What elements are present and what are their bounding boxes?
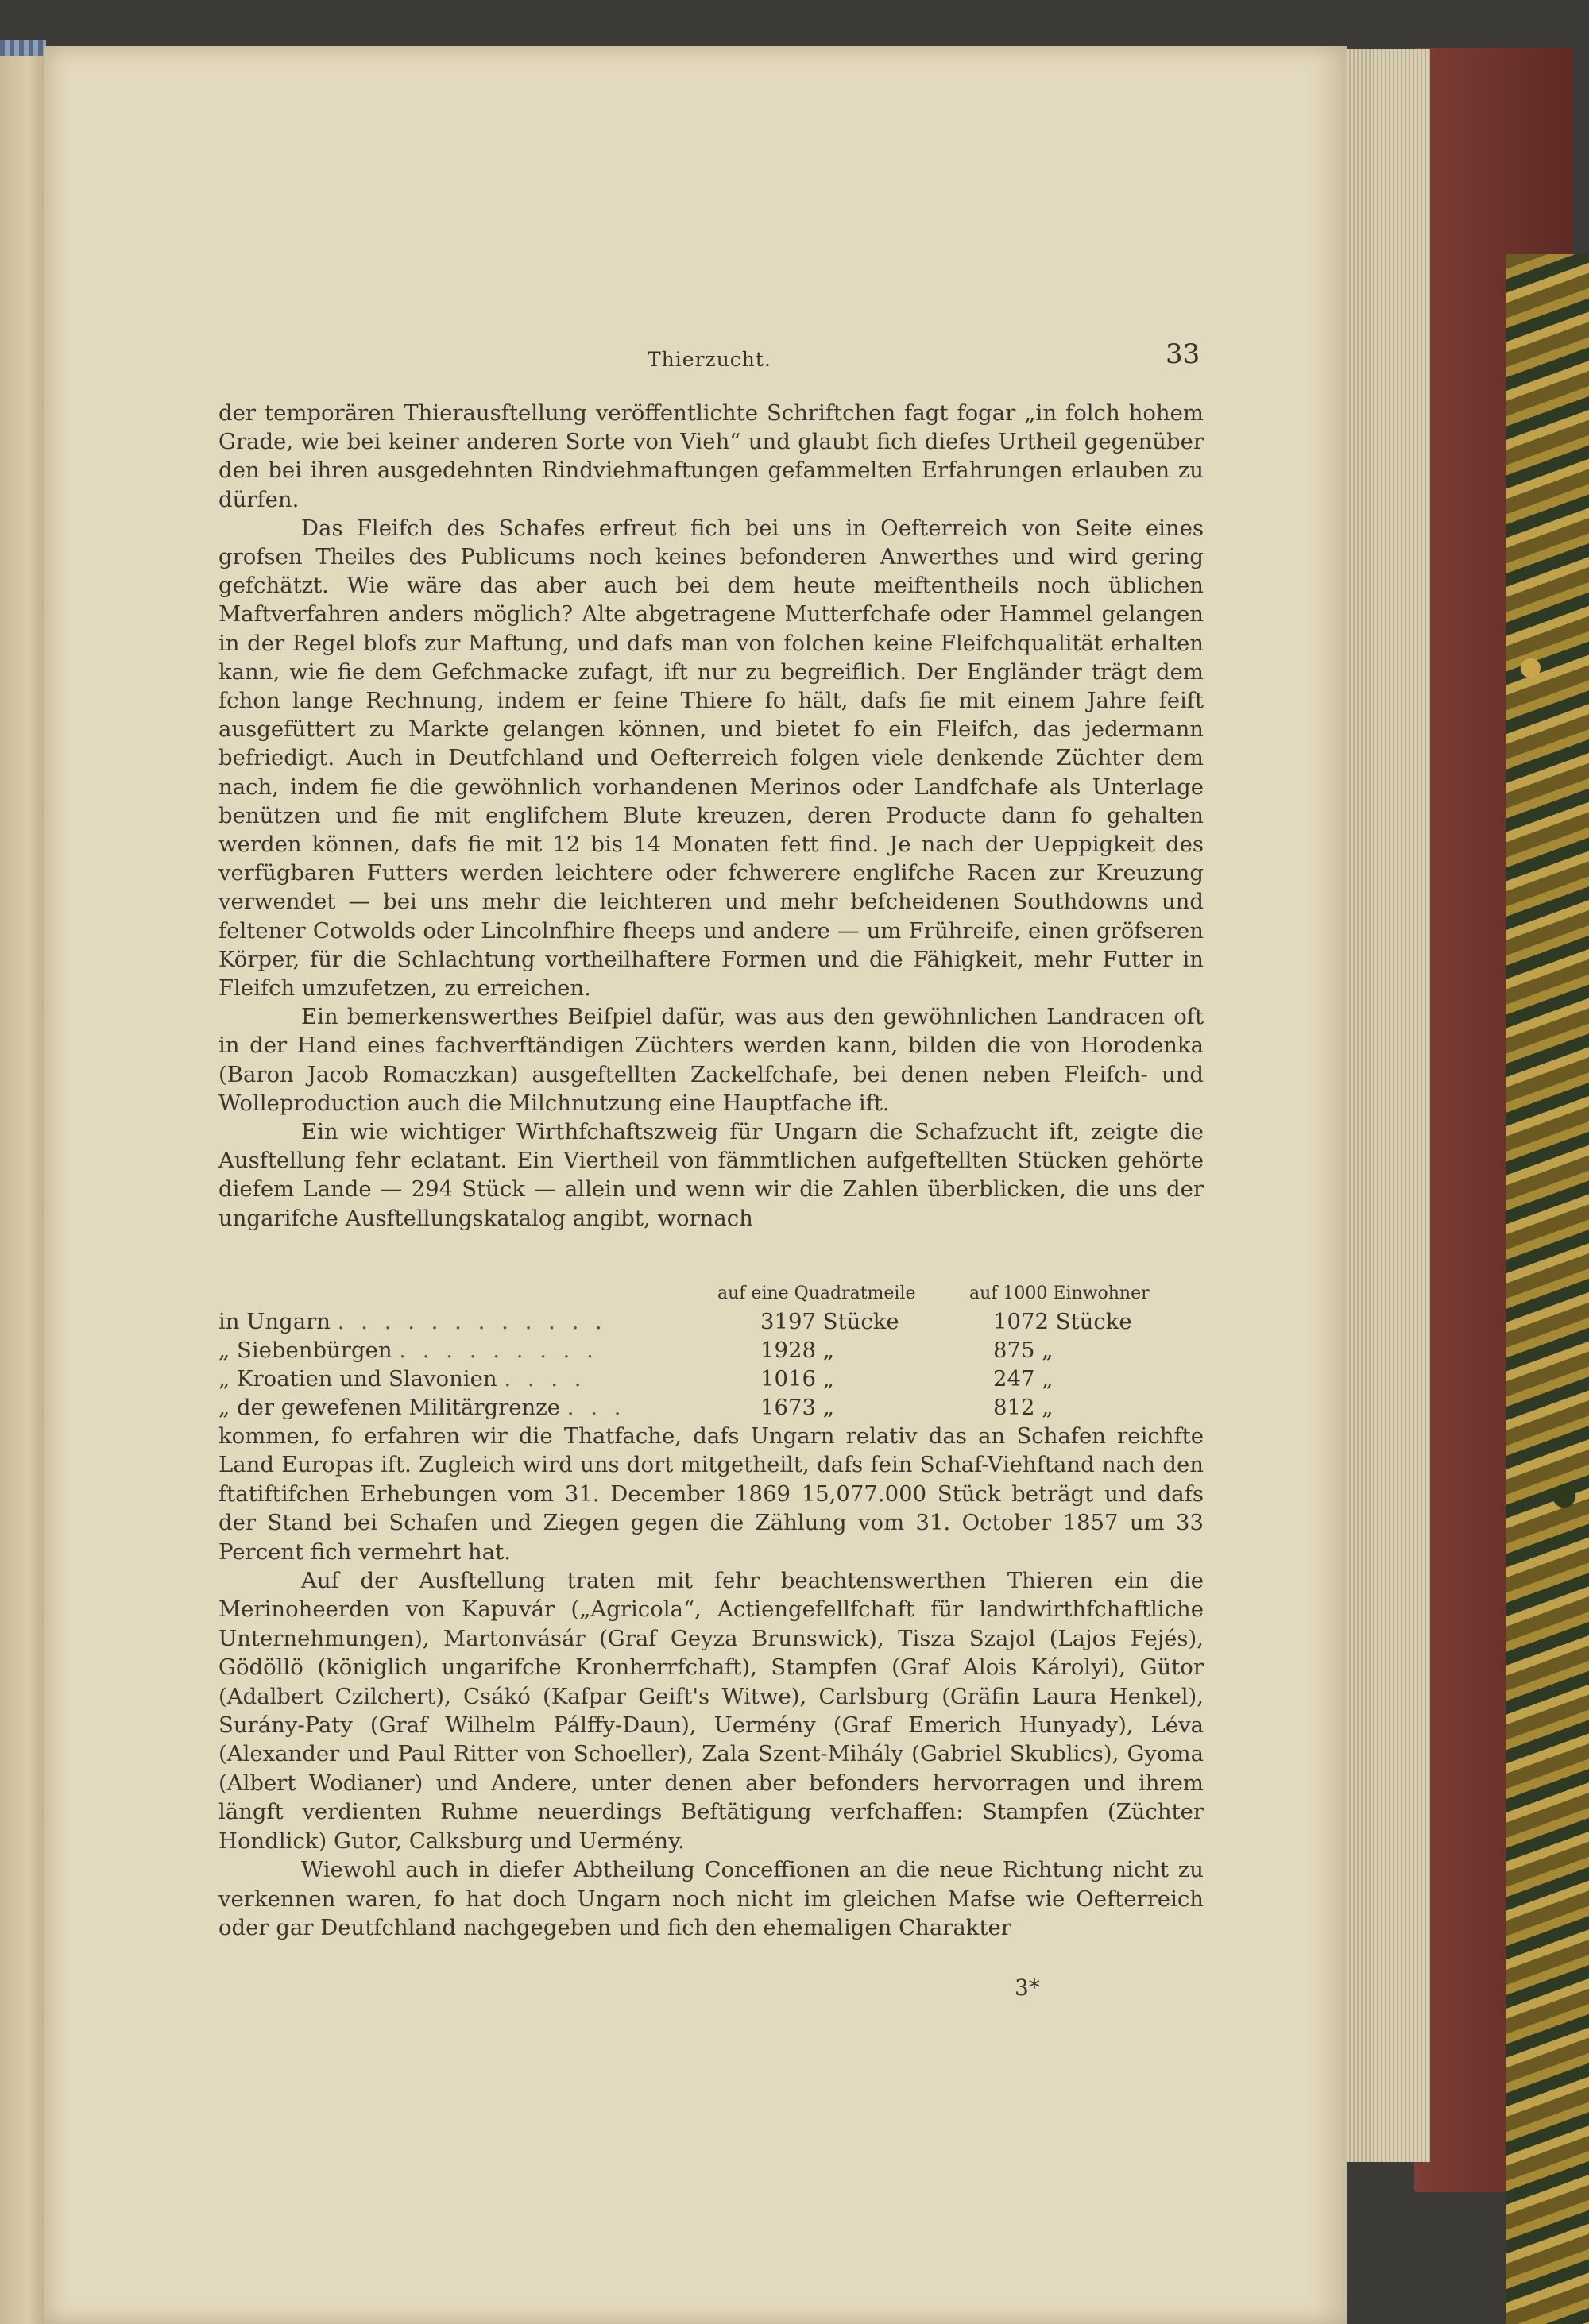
table-row: [218, 1395, 1204, 1423]
table-row: [218, 1366, 1204, 1395]
page-number: 33: [1166, 338, 1200, 370]
paragraph: Wiewohl auch in diefer Abtheilung Conceffionen an die neue Richtung nicht zu verkennen waren, fo hat doch Ungarn noch nicht im gleichen Mafse wie Oefterreich oder gar Deutfchland nachgegeben und fich den ehemaligen Charakter: [218, 1857, 1204, 1940]
table-row: [218, 1309, 1204, 1338]
value-per-sqmile: 3197 Stücke: [760, 1309, 899, 1334]
value-per-sqmile: 1928 „: [760, 1338, 834, 1363]
leader-dots: . . . . . . . . .: [399, 1338, 598, 1363]
leader-dots: . . . .: [504, 1366, 586, 1392]
running-header: Thierzucht.: [648, 348, 771, 371]
statistics-table: [218, 1282, 1204, 1423]
table-header-row: [218, 1282, 1204, 1309]
column-header: auf eine Quadratmeile: [717, 1284, 916, 1303]
value-per-1000: 247 „: [993, 1366, 1054, 1392]
paragraph: Ein wie wichtiger Wirthfchaftszweig für Ungarn die Schafzucht ift, zeigte die Ausftellung fehr eclatant. Ein Viertheil von fämmtlichen aufgeftellten Stücken gehörte diefem Lande — 294 Stück — allein und wenn wir die Zahlen überblicken, die uns der ungarifche Ausftellungskatalog angibt, wornach: [218, 1119, 1204, 1231]
paragraph: Das Fleifch des Schafes erfreut fich bei uns in Oefterreich von Seite eines grofsen Theiles des Publicums noch keines befonderen Anwerthes und wird gering gefchätzt. Wie wäre das aber auch bei dem heute meiftentheils noch üblichen Maftverfahren anders möglich? Alte abgetragene Mutterfchafe oder Hammel gelangen in der Regel blofs zur Maftung, und dafs man von folchen keine Fleifchqualität erhalten kann, wie fie dem Gefchmacke zufagt, ift nur zu begreiflich. Der Engländer trägt dem fchon lange Rechnung, indem er feine Thiere fo hält, dafs fie mit einem Jahre feift ausgefüttert zu Markte gelangen können, und bietet fo ein Fleifch, das jedermann befriedigt. Auch in Deutfchland und Oefterreich folgen viele denkende Züchter dem nach, indem fie die gewöhnlich vorhandenen Merinos oder Landfchafe als Unterlage benützen und fie mit englifchem Blute kreuzen, deren Producte dann fo gehalten werden können, dafs fie mit 12 bis 14 Monaten fett find. Je nach der Ueppigkeit des verfügbaren Futters werden leichtere oder fchwerere englifche Racen zur Kreuzung verwendet — bei uns mehr die leichteren und mehr befcheidenen Southdowns und feltener Cotwolds oder Lincolnfhire fheeps und andere — um Frühreife, einen gröfseren Körper, für die Schlachtung vortheilhaftere Formen und die Fähigkeit, mehr Futter in Fleifch umzufetzen, zu erreichen.: [218, 515, 1204, 1002]
value-per-sqmile: 1673 „: [760, 1395, 834, 1420]
marbled-board: [1506, 254, 1589, 2324]
paragraph: der temporären Thierausftellung veröffentlichte Schriftchen fagt fogar „in folch hohem Grade, wie bei keiner anderen Sorte von Vieh“ und glaubt fich diefes Urtheil gegenüber den bei ihren ausgedehnten Rindviehmaftungen gefammelten Erfahrungen erlauben zu dürfen.: [218, 400, 1204, 512]
table-row: [218, 1338, 1204, 1366]
paragraph: Ein bemerkenswerthes Beifpiel dafür, was aus den gewöhnlichen Landracen oft in der Hand eines fachverftändigen Züchters werden kann, bilden die von Horodenka (Baron Jacob Romaczkan) ausgeftellten Zackelfchafe, bei denen neben Fleifch- und Wolleproduction auch die Milchnutzung eine Hauptfache ift.: [218, 1004, 1204, 1116]
page-stack-edges: [1343, 49, 1430, 2162]
region-label: „ Siebenbürgen: [218, 1338, 392, 1363]
book-page: [44, 46, 1347, 2324]
paragraph: kommen, fo erfahren wir die Thatfache, dafs Ungarn relativ das an Schafen reichfte Land Europas ift. Zugleich wird uns dort mitgetheilt, dafs fein Schaf-Viehftand nach den ftatiftifchen Erhebungen vom 31. December 1869 15,077.000 Stück beträgt und dafs der Stand bei Schafen und Ziegen gegen die Zählung vom 31. October 1857 um 33 Percent fich vermehrt hat.: [218, 1423, 1204, 1565]
region-label: in Ungarn: [218, 1309, 331, 1334]
signature-mark: 3*: [1015, 1975, 1040, 2001]
value-per-1000: 875 „: [993, 1338, 1054, 1363]
body-text-bottom: [218, 1422, 1204, 1942]
value-per-1000: 1072 Stücke: [993, 1309, 1132, 1334]
previous-page-edge: [0, 40, 46, 2324]
value-per-1000: 812 „: [993, 1395, 1054, 1420]
binding-band: [0, 40, 46, 56]
region-label: „ der gewefenen Militärgrenze: [218, 1395, 560, 1420]
body-text-top: [218, 399, 1204, 1233]
value-per-sqmile: 1016 „: [760, 1366, 834, 1392]
leader-dots: . . .: [566, 1395, 626, 1420]
paragraph: Auf der Ausftellung traten mit fehr beachtenswerthen Thieren ein die Merinoheerden von Kapuvár („Agricola“, Actiengefellfchaft für landwirthfchaftliche Unternehmungen), Martonvásár (Graf Geyza Brunswick), Tisza Szajol (Lajos Fejés), Gödöllö (königlich ungarifche Kronherrfchaft), Stampfen (Graf Alois Károlyi), Gütor (Adalbert Czilchert), Csákó (Kafpar Geift's Witwe), Carlsburg (Gräfin Laura Henkel), Surány-Paty (Graf Wilhelm Pálffy-Daun), Uermény (Graf Emerich Hunyady), Léva (Alexander und Paul Ritter von Schoeller), Zala Szent-Mihály (Gabriel Skublics), Gyoma (Albert Wodianer) und Andere, unter denen aber befonders hervorragen und ihrem längft verdienten Ruhme neuerdings Beftätigung verfchaffen: Stampfen (Züchter Hondlick) Gutor, Calksburg und Uermény.: [218, 1568, 1204, 1854]
column-header: auf 1000 Einwohner: [969, 1284, 1150, 1303]
leader-dots: . . . . . . . . . . . .: [337, 1309, 607, 1334]
region-label: „ Kroatien und Slavonien: [218, 1366, 497, 1392]
